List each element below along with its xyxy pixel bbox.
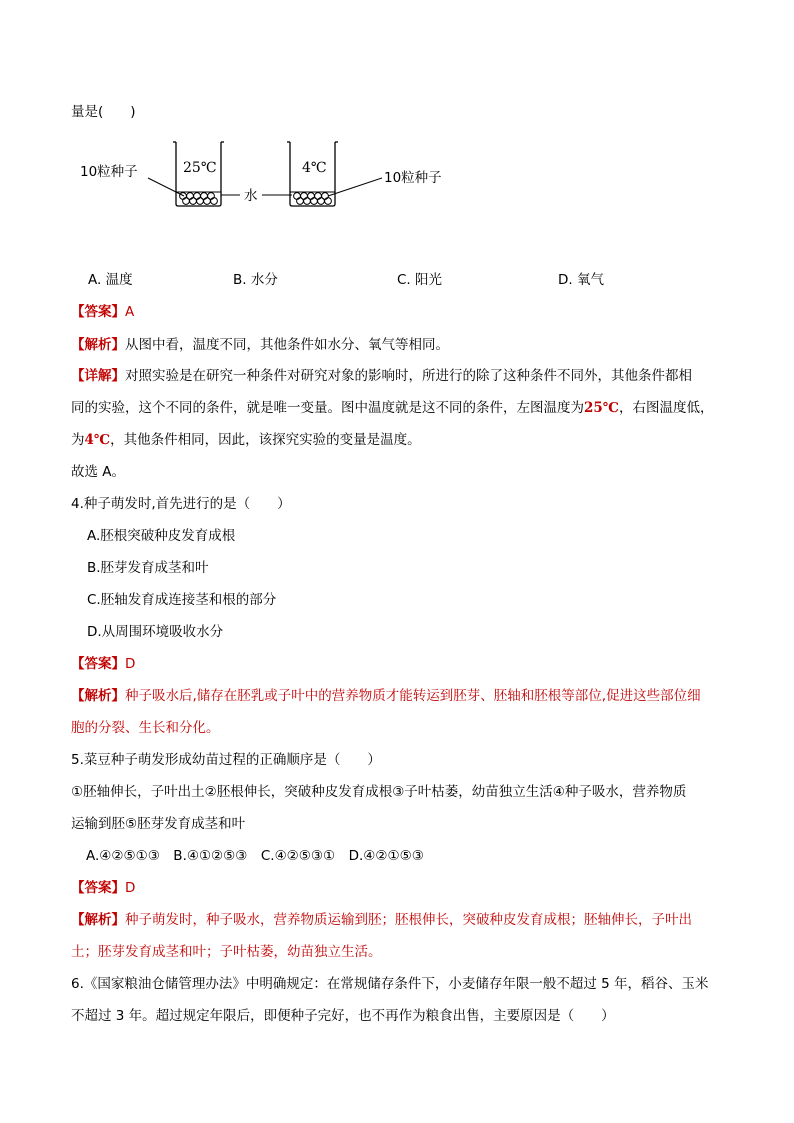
q4-analysis-tag: 【解析】 <box>71 688 125 704</box>
q3-detail-text-3b: ，其他条件相同，因此，该探究实验的变量是温度。 <box>110 432 421 448</box>
q3-analysis-tag: 【解析】 <box>71 337 125 353</box>
right-seed-label: 10粒种子 <box>384 170 442 186</box>
q3-detail-text-2a: 同的实验，这个不同的条件，就是唯一变量。图中温度就是这不同的条件，左图温度为 <box>71 400 584 416</box>
q4-answer-value: D <box>125 656 136 672</box>
q3-option-c-letter: C. <box>397 272 411 288</box>
q3-detail-text-1: 对照实验是在研究一种条件对研究对象的影响时，所进行的除了这种条件不同外，其他条件都相 <box>125 368 692 384</box>
q5-analysis-text-1: 种子萌发时，种子吸水，营养物质运输到胚；胚根伸长，突破种皮发育成根；胚轴伸长，子叶出 <box>125 912 692 928</box>
q4-answer-tag: 【答案】 <box>71 656 125 672</box>
q3-detail-text-3a: 为 <box>71 432 85 448</box>
q3-option-a <box>88 271 133 289</box>
q5-answer-tag: 【答案】 <box>71 880 125 896</box>
q3-option-d-letter: D. <box>558 272 573 288</box>
q5-analysis-line-1 <box>71 911 692 929</box>
q3-analysis-text: 从图中看，温度不同，其他条件如水分、氧气等相同。 <box>125 337 449 353</box>
q4-analysis-line-2: 胞的分裂、生长和分化。 <box>71 720 220 736</box>
q3-analysis <box>71 336 449 354</box>
q3-option-c-text: 阳光 <box>415 272 443 288</box>
q3-detail-line-2 <box>71 399 713 417</box>
q3-detail-line-1 <box>71 367 692 385</box>
question-3-stem-tail: 量是( ) <box>71 104 136 120</box>
q4-option-a: A.胚根突破种皮发育成根 <box>87 528 236 544</box>
q3-option-b-text: 水分 <box>250 272 278 288</box>
question-4-stem: 4.种子萌发时,首先进行的是（ ） <box>71 496 291 512</box>
q5-answer-value: D <box>125 880 136 896</box>
q5-steps-line-2: 运输到胚⑤胚芽发育成茎和叶 <box>71 816 246 832</box>
q4-answer <box>71 655 135 673</box>
q3-option-d <box>558 271 604 289</box>
q4-option-c: C.胚轴发育成连接茎和根的部分 <box>87 592 277 608</box>
right-temperature-label: 4℃ <box>302 160 327 176</box>
question-6-stem-line-2: 不超过 3 年。超过规定年限后，即便种子完好，也不再作为粮食出售，主要原因是（ ） <box>71 1008 615 1024</box>
left-seed-pointer <box>148 178 184 196</box>
q3-answer-tag: 【答案】 <box>71 304 125 320</box>
q4-analysis-text-1: 种子吸水后,储存在胚乳或子叶中的营养物质才能转运到胚芽、胚轴和胚根等部位,促进这些部位细 <box>125 688 701 704</box>
q3-option-a-text: 温度 <box>105 272 133 288</box>
q5-analysis-tag: 【解析】 <box>71 912 125 928</box>
question-6-stem-line-1: 6.《国家粮油仓储管理办法》中明确规定：在常规储存条件下，小麦储存年限一般不超过 5 年，稻谷、玉米 <box>71 976 709 992</box>
q5-analysis-line-2: 土；胚芽发育成茎和叶；子叶枯萎，幼苗独立生活。 <box>71 944 382 960</box>
q5-options: A.④②⑤①③ B.④①②⑤③ C.④②⑤③① D.④②①⑤③ <box>86 848 424 864</box>
q3-answer-value: A <box>125 304 135 320</box>
q4-option-d: D.从周围环境吸收水分 <box>87 624 224 640</box>
q3-detail-line-3 <box>71 431 421 449</box>
q3-option-b-letter: B. <box>233 272 247 288</box>
question-5-stem: 5.菜豆种子萌发形成幼苗过程的正确顺序是（ ） <box>71 752 381 768</box>
q3-option-c <box>397 271 442 289</box>
q3-detail-tag: 【详解】 <box>71 368 125 384</box>
q3-option-b <box>233 271 278 289</box>
q3-answer <box>71 303 134 321</box>
q5-answer <box>71 879 135 897</box>
right-seed-pointer <box>328 178 382 196</box>
q3-option-d-text: 氧气 <box>576 272 604 288</box>
q3-detail-right-temp: 4℃ <box>84 432 111 448</box>
q3-conclusion: 故选 A。 <box>71 464 126 480</box>
q3-detail-left-temp: 25℃ <box>584 400 619 416</box>
water-label: 水 <box>244 188 258 204</box>
q4-option-b: B.胚芽发育成茎和叶 <box>87 560 209 576</box>
experiment-figure <box>80 136 460 216</box>
q4-analysis-line-1 <box>71 687 701 705</box>
q3-option-a-letter: A. <box>88 272 102 288</box>
left-temperature-label: 25℃ <box>183 160 217 176</box>
left-seed-label: 10粒种子 <box>80 164 138 180</box>
q3-detail-text-2b: ，右图温度低， <box>618 400 714 416</box>
q5-steps-line-1: ①胚轴伸长，子叶出土②胚根伸长，突破种皮发育成根③子叶枯萎，幼苗独立生活④种子吸水，营养物质 <box>71 784 687 800</box>
